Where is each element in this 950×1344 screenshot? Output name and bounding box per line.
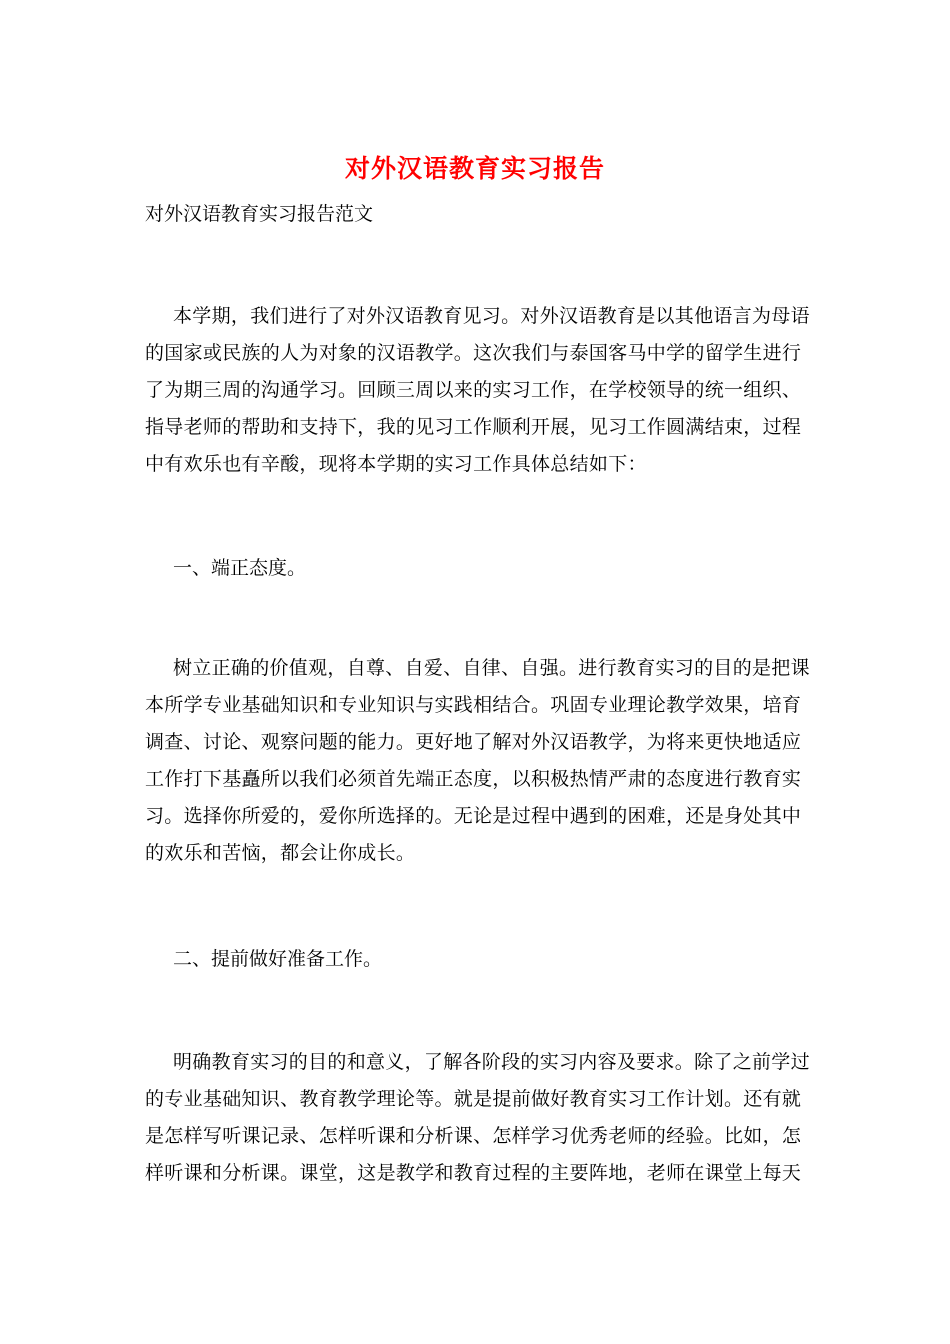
section-heading-2: 二、提前做好准备工作。 — [173, 948, 383, 970]
document-subtitle: 对外汉语教育实习报告范文 — [145, 203, 374, 225]
paragraph-line: 样听课和分析课。课堂，这是教学和教育过程的主要阵地，老师在课堂上每天 — [145, 1162, 802, 1184]
paragraph-line: 工作打下基矗所以我们必须首先端正态度，以积极热情严肃的态度进行教育实 — [145, 768, 802, 790]
paragraph-line: 树立正确的价值观，自尊、自爱、自律、自强。进行教育实习的目的是把课 — [173, 657, 810, 679]
intro-paragraph — [145, 298, 810, 483]
paragraph-line: 调查、讨论、观察问题的能力。更好地了解对外汉语教学，为将来更快地适应 — [145, 731, 802, 753]
paragraph-line: 本学期，我们进行了对外汉语教育见习。对外汉语教育是以其他语言为母语 — [173, 305, 810, 327]
document-title: 对外汉语教育实习报告 — [344, 154, 605, 183]
paragraph-line: 本所学专业基础知识和专业知识与实践相结合。巩固专业理论教学效果，培育 — [145, 694, 802, 716]
paragraph-line: 明确教育实习的目的和意义，了解各阶段的实习内容及要求。除了之前学过 — [173, 1051, 810, 1073]
section-1-paragraph — [145, 650, 810, 872]
paragraph-line: 的专业基础知识、教育教学理论等。就是提前做好教育实习工作计划。还有就 — [145, 1088, 802, 1110]
paragraph-line: 的欢乐和苦恼，都会让你成长。 — [145, 842, 416, 864]
paragraph-line: 的国家或民族的人为对象的汉语教学。这次我们与泰国客马中学的留学生进行 — [145, 342, 802, 364]
section-2-paragraph — [145, 1044, 810, 1192]
paragraph-line: 指导老师的帮助和支持下，我的见习工作顺利开展，见习工作圆满结束，过程 — [145, 416, 802, 438]
paragraph-line: 是怎样写听课记录、怎样听课和分析课、怎样学习优秀老师的经验。比如，怎 — [145, 1125, 802, 1147]
paragraph-line: 中有欢乐也有辛酸，现将本学期的实习工作具体总结如下： — [145, 453, 647, 475]
paragraph-line: 习。选择你所爱的，爱你所选择的。无论是过程中遇到的困难，还是身处其中 — [145, 805, 802, 827]
paragraph-line: 了为期三周的沟通学习。回顾三周以来的实习工作，在学校领导的统一组织、 — [145, 379, 802, 401]
section-heading-1: 一、端正态度。 — [173, 557, 307, 579]
